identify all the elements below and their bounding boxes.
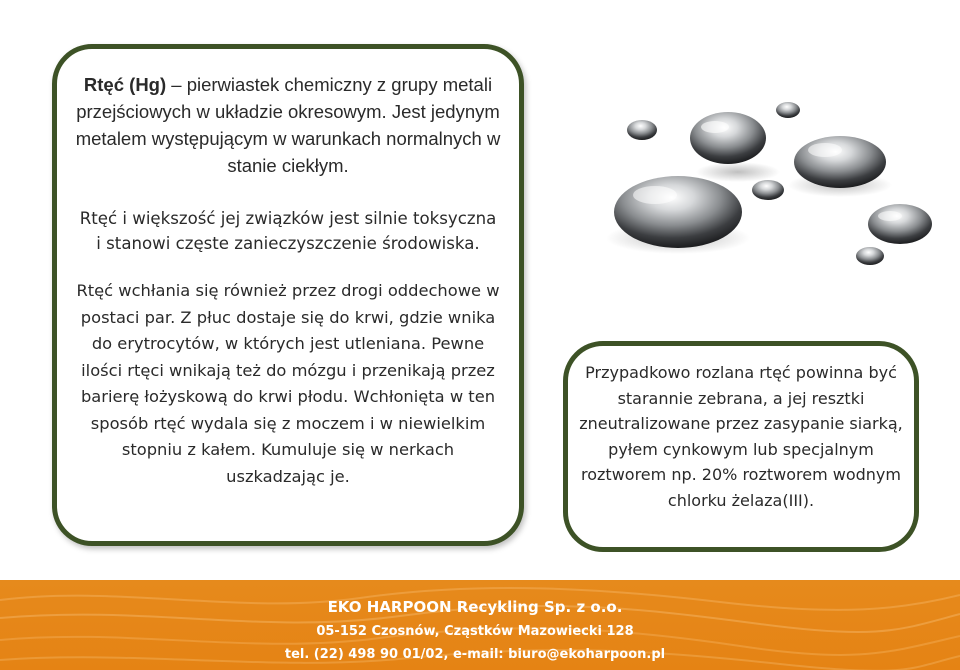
toxicity-paragraph: Rtęć i większość jej związków jest silnie toksyczna i stanowi częste zanieczyszczenie środowiska. [79,209,497,253]
company-address: 05-152 Czosnów, Cząstków Mazowiecki 128 [316,624,634,639]
footer-bar [0,580,960,670]
info-box-right [563,341,919,552]
company-contact: tel. (22) 498 90 01/02, e-mail: biuro@ekoharpoon.pl [284,647,666,662]
mercury-droplets-icon [600,90,940,290]
company-name: EKO HARPOON Recykling Sp. z o.o. [327,598,623,616]
intro-paragraph [75,71,501,179]
intro-text: – pierwiastek chemiczny z grupy metali przejściowych w układzie okresowym. Jest jedynym metalem występującym w warunkach normalnych w stanie ciekłym. [75,74,501,176]
element-name: Rtęć [83,74,125,95]
cleanup-paragraph: Przypadkowo rozlana rtęć powinna być starannie zebrana, a jej resztki zneutralizowane przez zasypanie siarką, pyłem cynkowym lub specjalnym roztworem np. 20% roztworem wodnym chlorku żelaza(III). [579,363,903,510]
absorption-paragraph: Rtęć wchłania się również przez drogi oddechowe w postaci par. Z płuc dostaje się do krwi, gdzie wnika do erytrocytów, w których jest utleniana. Pewne ilości rtęci wnikają też do mózgu i przenikają przez barierę łożyskową do krwi płodu. Wchłonięta w ten sposób rtęć wydala się z moczem i w niewielkim stopniu z kałem. Kumuluje się w nerkach uszkadzając je. [76,281,500,486]
info-box-left [52,44,524,546]
element-symbol: (Hg) [129,74,167,95]
